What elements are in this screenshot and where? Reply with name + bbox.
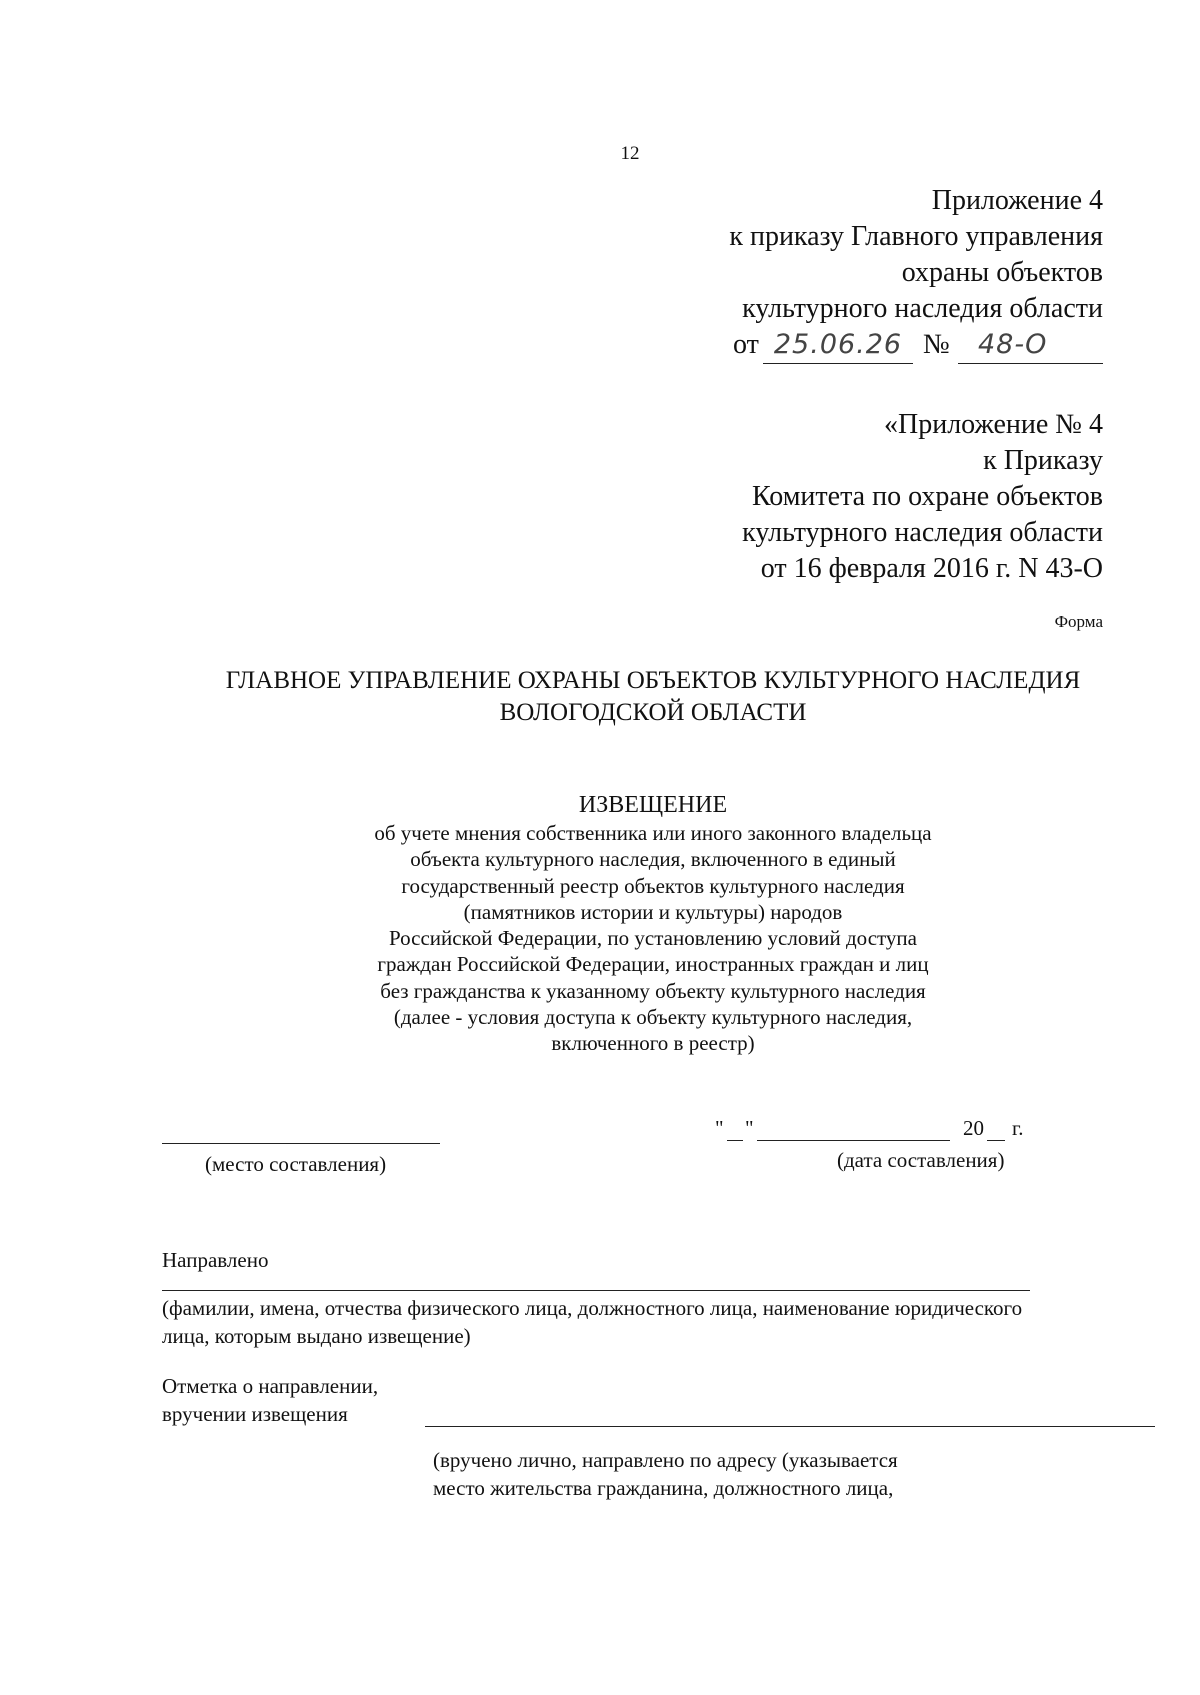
notice-line: об учете мнения собственника или иного законного владельца <box>374 821 932 845</box>
delivery-label-line: вручении извещения <box>162 1402 348 1426</box>
day-blank[interactable] <box>727 1120 743 1141</box>
notice-line: Российской Федерации, по установлению условий доступа <box>388 926 917 951</box>
handwritten-number: 48-О <box>958 327 1103 364</box>
date-field[interactable] <box>715 1114 1035 1144</box>
notice-body <box>0 820 1200 1057</box>
notice-line: (далее - условия доступа к объекту культурного наследия, <box>393 1005 913 1030</box>
original-appendix-line: от 16 февраля 2016 г. N 43-О <box>760 553 1103 584</box>
notice-title: ИЗВЕЩЕНИЕ <box>578 792 728 818</box>
delivery-caption <box>433 1446 898 1502</box>
appendix-block <box>729 183 1103 327</box>
number-label: № <box>923 329 950 360</box>
sent-field-line[interactable] <box>162 1290 1030 1291</box>
original-appendix-line: к Приказу <box>983 445 1103 476</box>
date-close-quote: " <box>745 1116 754 1140</box>
notice-line: государственный реестр объектов культурного наследия <box>401 873 905 898</box>
original-appendix-line: культурного наследия области <box>742 517 1103 548</box>
delivery-label <box>162 1372 378 1428</box>
sent-caption-line: (фамилии, имена, отчества физического лица, должностного лица, наименование юридического <box>162 1296 1023 1320</box>
date-caption: (дата составления) <box>837 1148 1005 1172</box>
year-suffix: г. <box>1012 1116 1024 1140</box>
place-field-line[interactable] <box>162 1143 440 1144</box>
handwritten-date: 25.06.26 <box>763 327 913 364</box>
sent-caption-line: лица, которым выдано извещение) <box>162 1324 471 1348</box>
page-number: 12 <box>620 143 640 164</box>
appendix-line: к приказу Главного управления <box>729 221 1103 252</box>
from-label: от <box>733 329 759 360</box>
order-date-number-line <box>733 327 1105 363</box>
delivery-caption-line: (вручено лично, направлено по адресу (указывается <box>433 1448 898 1472</box>
appendix-line: охраны объектов <box>901 257 1103 288</box>
date-open-quote: " <box>715 1116 724 1140</box>
form-label: Форма <box>1054 612 1103 631</box>
agency-heading <box>0 665 1200 729</box>
place-caption: (место составления) <box>205 1152 387 1176</box>
original-appendix-line: «Приложение № 4 <box>884 409 1103 440</box>
year-prefix: 20 <box>963 1116 984 1140</box>
notice-line: без гражданства к указанному объекту культурного наследия <box>380 978 926 1003</box>
notice-line: граждан Российской Федерации, иностранных граждан и лиц <box>377 952 929 977</box>
original-appendix-line: Комитета по охране объектов <box>751 481 1103 512</box>
delivery-caption-line: место жительства гражданина, должностного лица, <box>433 1476 894 1500</box>
delivery-field-line[interactable] <box>425 1426 1155 1427</box>
year-blank[interactable] <box>987 1120 1005 1141</box>
appendix-line: Приложение 4 <box>931 185 1103 216</box>
agency-line: ВОЛОГОДСКОЙ ОБЛАСТИ <box>499 699 807 726</box>
notice-line: объекта культурного наследия, включенного в единый <box>410 847 896 872</box>
sent-caption <box>162 1294 1022 1350</box>
notice-line: включенного в реестр) <box>551 1031 755 1056</box>
notice-line: (памятников истории и культуры) народов <box>463 899 843 924</box>
original-appendix-block <box>742 407 1103 587</box>
sent-label: Направлено <box>162 1248 269 1272</box>
agency-line: ГЛАВНОЕ УПРАВЛЕНИЕ ОХРАНЫ ОБЪЕКТОВ КУЛЬТУРНОГО НАСЛЕДИЯ <box>225 667 1081 694</box>
delivery-label-line: Отметка о направлении, <box>162 1374 379 1398</box>
appendix-line: культурного наследия области <box>742 293 1103 324</box>
month-blank[interactable] <box>757 1120 950 1141</box>
